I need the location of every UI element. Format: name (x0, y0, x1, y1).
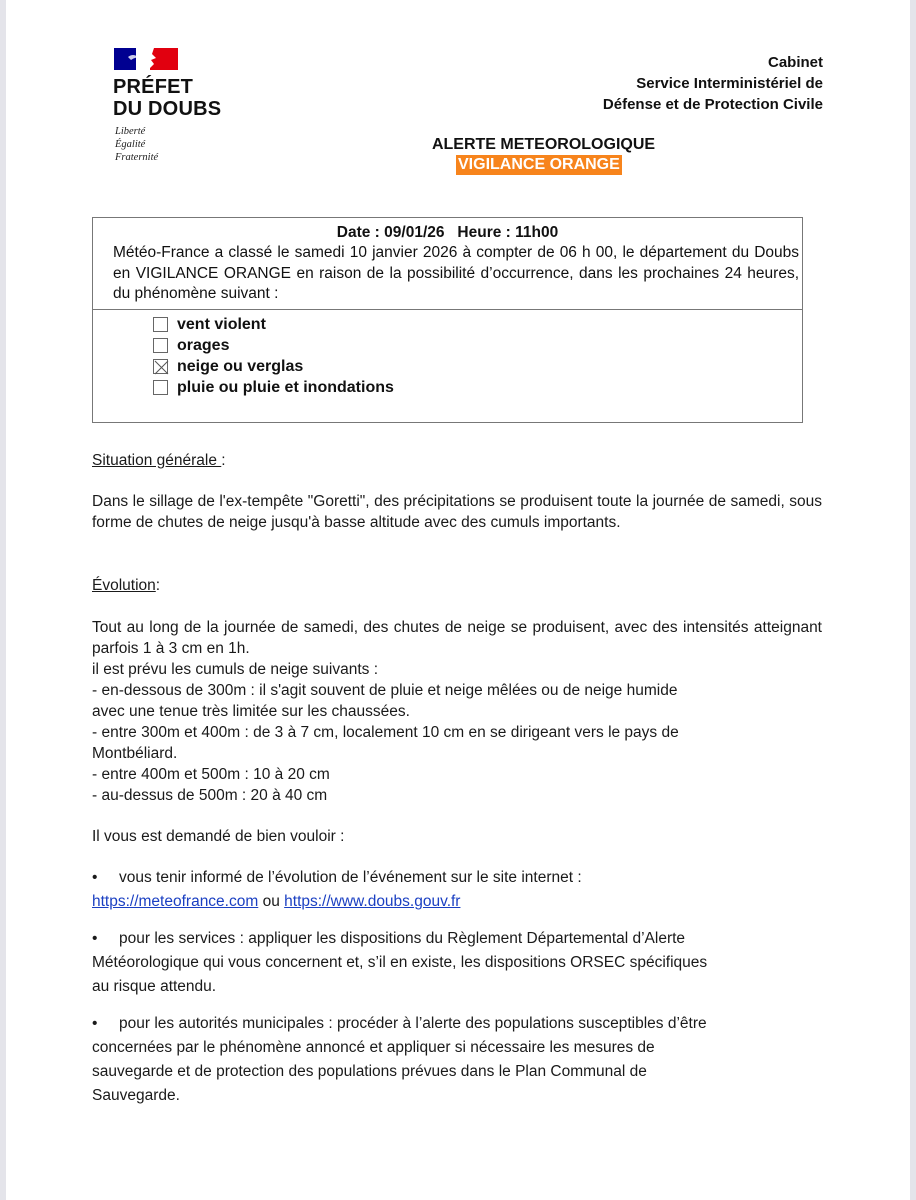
prefet-label: PRÉFET (113, 76, 194, 98)
bullet-text: au risque attendu. (92, 978, 217, 995)
bullet-text: pour les services : appliquer les dispositions du Règlement Départemental d’Alerte (119, 930, 686, 947)
phenomenon-vent-violent (153, 314, 394, 335)
checkbox-unchecked-icon (153, 380, 168, 395)
phenomenon-label: neige ou verglas (177, 357, 304, 375)
evolution-line: - en-dessous de 300m : il s'agit souvent de pluie et neige mêlées ou de neige humide (92, 682, 678, 699)
evolution-line: Montbéliard. (92, 745, 178, 762)
motto-fraternite: Fraternité (115, 152, 159, 163)
checkbox-unchecked-icon (153, 317, 168, 332)
heading-colon: : (155, 577, 161, 594)
evolution-heading (92, 575, 160, 596)
evolution-intro: Tout au long de la journée de samedi, des chutes de neige se produisent, avec des intensités atteignant parfois 1 à 3 cm en 1h. (92, 619, 822, 657)
request-bullet-municipal (92, 1012, 852, 1108)
motto-liberte: Liberté (115, 126, 146, 137)
alert-intro: Météo-France a classé le samedi 10 janvier 2026 à compter de 06 h 00, le département du Doubs en VIGILANCE ORANGE en raison de la possibilité d’occurrence, dans les prochaines 24 heures, du phénomène suivant : (113, 244, 799, 302)
evolution-line: - entre 400m et 500m : 10 à 20 cm (92, 766, 330, 783)
service-line: Cabinet (767, 54, 823, 71)
prefecture-name (113, 76, 221, 120)
phenomenon-orages (153, 335, 394, 356)
date-time-line: Date : 09/01/26 Heure : 11h00 (336, 224, 559, 241)
phenomenon-pluie-inondations (153, 377, 394, 398)
phenomenon-label: vent violent (177, 315, 266, 333)
vigilance-badge: VIGILANCE ORANGE (458, 156, 620, 173)
evolution-line: avec une tenue très limitée sur les chaussées. (92, 703, 410, 720)
request-intro: Il vous est demandé de bien vouloir : (92, 828, 345, 845)
evolution-line: - entre 300m et 400m : de 3 à 7 cm, localement 10 cm en se dirigeant vers le pays de (92, 724, 679, 741)
phenomenon-label: orages (177, 336, 230, 354)
bullet-icon: • (92, 869, 98, 886)
bullet-text: Sauvegarde. (92, 1087, 180, 1104)
meteofrance-link[interactable]: https://meteofrance.com (92, 893, 259, 910)
situation-heading-label: Situation générale (92, 452, 222, 469)
bullet-text: sauvegarde et de protection des populations prévues dans le Plan Communal de (92, 1063, 647, 1080)
heading-colon: : (221, 452, 226, 469)
evolution-heading-label: Évolution (92, 577, 156, 594)
service-line: Service Interministériel de (636, 75, 823, 92)
bullet-icon: • (92, 930, 98, 947)
phenomena-list (153, 314, 394, 398)
alert-title: ALERTE METEOROLOGIQUE (431, 136, 656, 153)
motto-egalite: Égalité (115, 139, 146, 150)
alert-box (92, 217, 803, 423)
bullet-text: Météorologique qui vous concernent et, s’il en existe, les dispositions ORSEC spécifiques (92, 954, 708, 971)
checkbox-unchecked-icon (153, 338, 168, 353)
document-page (6, 0, 910, 1200)
situation-text: Dans le sillage de l'ex-tempête "Goretti", des précipitations se produisent toute la journée de samedi, sous forme de chutes de neige jusqu'à basse altitude avec des cumuls importants. (92, 493, 822, 531)
bullet-text: pour les autorités municipales : procéder à l’alerte des populations susceptibles d’être (119, 1015, 707, 1032)
request-bullet-services (92, 927, 852, 999)
service-line: Défense et de Protection Civile (602, 96, 823, 113)
evolution-line: il est prévu les cumuls de neige suivants : (92, 661, 379, 678)
link-separator: ou (258, 893, 285, 910)
box-divider (93, 309, 802, 310)
phenomenon-label: pluie ou pluie et inondations (177, 378, 394, 396)
bullet-text: vous tenir informé de l’évolution de l’événement sur le site internet : (119, 869, 582, 886)
department-label: DU DOUBS (113, 98, 222, 120)
phenomenon-neige-verglas (153, 356, 394, 377)
doubs-gouv-link[interactable]: https://www.doubs.gouv.fr (284, 893, 461, 910)
bullet-text: concernées par le phénomène annoncé et appliquer si nécessaire les mesures de (92, 1039, 655, 1056)
marianne-flag-icon (114, 48, 178, 70)
republic-motto (115, 125, 158, 164)
checkbox-checked-x-icon (153, 359, 168, 374)
situation-heading (92, 450, 226, 471)
evolution-line: - au-dessus de 500m : 20 à 40 cm (92, 787, 328, 804)
snow-accumulation-list (92, 659, 832, 806)
request-bullet-info (92, 866, 832, 914)
issuing-service (603, 52, 823, 115)
bullet-icon: • (92, 1015, 98, 1032)
